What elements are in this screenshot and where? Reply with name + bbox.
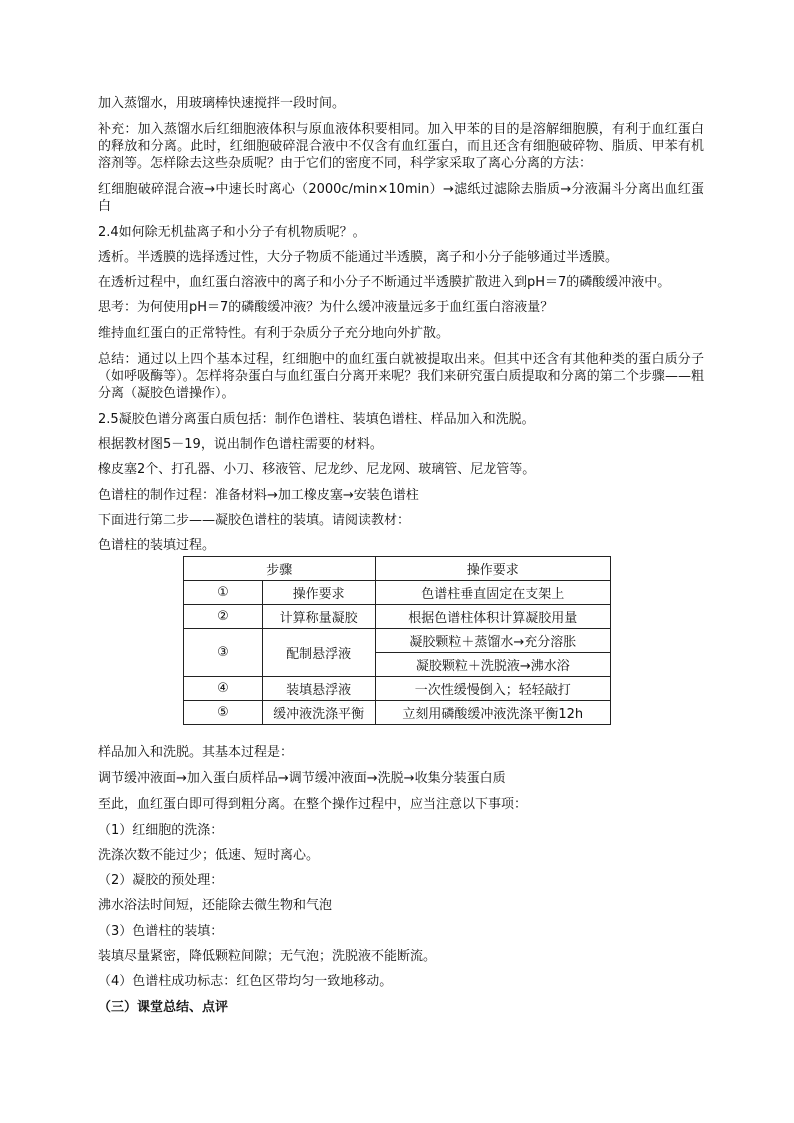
paragraph-9: 总结：通过以上四个基本过程，红细胞中的血红蛋白就被提取出来。但其中还含有其他种类的蛋白质分子（如呼吸酶等）。怎样将杂蛋白与血红蛋白分离开来呢？我们来研究蛋白质提取和分离的第二个步骤——粗分离（凝胶色谱操作）。 (98, 352, 704, 401)
paragraph-4: 2.4如何除无机盐离子和小分子有机物质呢？。 (98, 225, 366, 240)
table-row (184, 581, 611, 605)
step-name: 装填悬浮液 (262, 677, 375, 701)
paragraph-13: 色谱柱的制作过程：准备材料→加工橡皮塞→安装色谱柱 (98, 488, 419, 503)
table-row (184, 677, 611, 701)
step-requirement: 凝胶颗粒＋蒸馏水→充分溶胀 (375, 629, 610, 653)
step-requirement: 根据色谱柱体积计算凝胶用量 (375, 605, 610, 629)
table-row (184, 629, 611, 653)
paragraph-23: （3）色谱柱的装填： (98, 924, 224, 939)
table-header-row (184, 557, 611, 581)
paragraph-12: 橡皮塞2个、打孔器、小刀、移液管、尼龙纱、尼龙网、玻璃管、尼龙管等。 (98, 462, 536, 477)
paragraph-5: 透析。半透膜的选择透过性，大分子物质不能通过半透膜，离子和小分子能够通过半透膜。 (98, 250, 619, 265)
table-row (184, 701, 611, 725)
paragraph-1: 加入蒸馏水，用玻璃棒快速搅拌一段时间。 (98, 96, 346, 111)
step-number: ① (184, 581, 263, 605)
step-requirement: 色谱柱垂直固定在支架上 (375, 581, 610, 605)
paragraph-10: 2.5凝胶色谱分离蛋白质包括：制作色谱柱、装填色谱柱、样品加入和洗脱。 (98, 412, 535, 427)
paragraph-22: 沸水浴法时间短，还能除去微生物和气泡 (98, 898, 333, 913)
step-name: 操作要求 (262, 581, 375, 605)
section-heading: （三）课堂总结、点评 (98, 1000, 229, 1015)
paragraph-24: 装填尽量紧密，降低颗粒间隙；无气泡；洗脱液不能断流。 (98, 949, 437, 964)
table-header-requirement: 操作要求 (375, 557, 610, 581)
step-name: 计算称量凝胶 (262, 605, 375, 629)
packing-steps-table (183, 556, 611, 725)
step-number: ② (184, 605, 263, 629)
paragraph-14: 下面进行第二步——凝胶色谱柱的装填。请阅读教材： (98, 513, 411, 528)
table-row (184, 605, 611, 629)
paragraph-15: 色谱柱的装填过程。 (98, 538, 216, 553)
paragraph-7: 思考：为何使用pH＝7的磷酸缓冲液？为什么缓冲液量远多于血红蛋白溶液量？ (98, 300, 554, 315)
paragraph-20: 洗涤次数不能过少；低速、短时离心。 (98, 848, 320, 863)
paragraph-2: 补充：加入蒸馏水后红细胞液体积与原血液体积要相同。加入甲苯的目的是溶解细胞膜，有利于血红蛋白的释放和分离。此时，红细胞破碎混合液中不仅含有血红蛋白，而且还含有细胞破碎物、脂质、甲苯有机溶剂等。怎样除去这些杂质呢？由于它们的密度不同，科学家采取了离心分离的方法： (98, 122, 704, 171)
table-header-step: 步骤 (184, 557, 376, 581)
step-number: ⑤ (184, 701, 263, 725)
paragraph-11: 根据教材图5－19，说出制作色谱柱需要的材料。 (98, 437, 383, 452)
paragraph-6: 在透析过程中，血红蛋白溶液中的离子和小分子不断通过半透膜扩散进入到pH＝7的磷酸缓冲液中。 (98, 275, 671, 290)
step-number: ③ (184, 629, 263, 677)
paragraph-3: 红细胞破碎混合液→中速长时离心（2000c/min×10min）→滤纸过滤除去脂质→分液漏斗分离出血红蛋白 (98, 182, 704, 214)
paragraph-25: （4）色谱柱成功标志：红色区带均匀一致地移动。 (98, 974, 393, 989)
step-requirement: 一次性缓慢倒入；轻轻敲打 (375, 677, 610, 701)
step-name: 配制悬浮液 (262, 629, 375, 677)
step-requirement-2: 凝胶颗粒＋洗脱液→沸水浴 (375, 653, 610, 677)
step-name: 缓冲液洗涤平衡 (262, 701, 375, 725)
paragraph-19: （1）红细胞的洗涤： (98, 823, 224, 838)
paragraph-17: 调节缓冲液面→加入蛋白质样品→调节缓冲液面→洗脱→收集分装蛋白质 (98, 771, 506, 786)
paragraph-8: 维持血红蛋白的正常特性。有利于杂质分子充分地向外扩散。 (98, 326, 450, 341)
paragraph-16: 样品加入和洗脱。其基本过程是： (98, 745, 294, 760)
step-number: ④ (184, 677, 263, 701)
paragraph-21: （2）凝胶的预处理： (98, 873, 224, 888)
step-requirement: 立刻用磷酸缓冲液洗涤平衡12h (375, 701, 610, 725)
paragraph-18: 至此，血红蛋白即可得到粗分离。在整个操作过程中，应当注意以下事项： (98, 797, 528, 812)
